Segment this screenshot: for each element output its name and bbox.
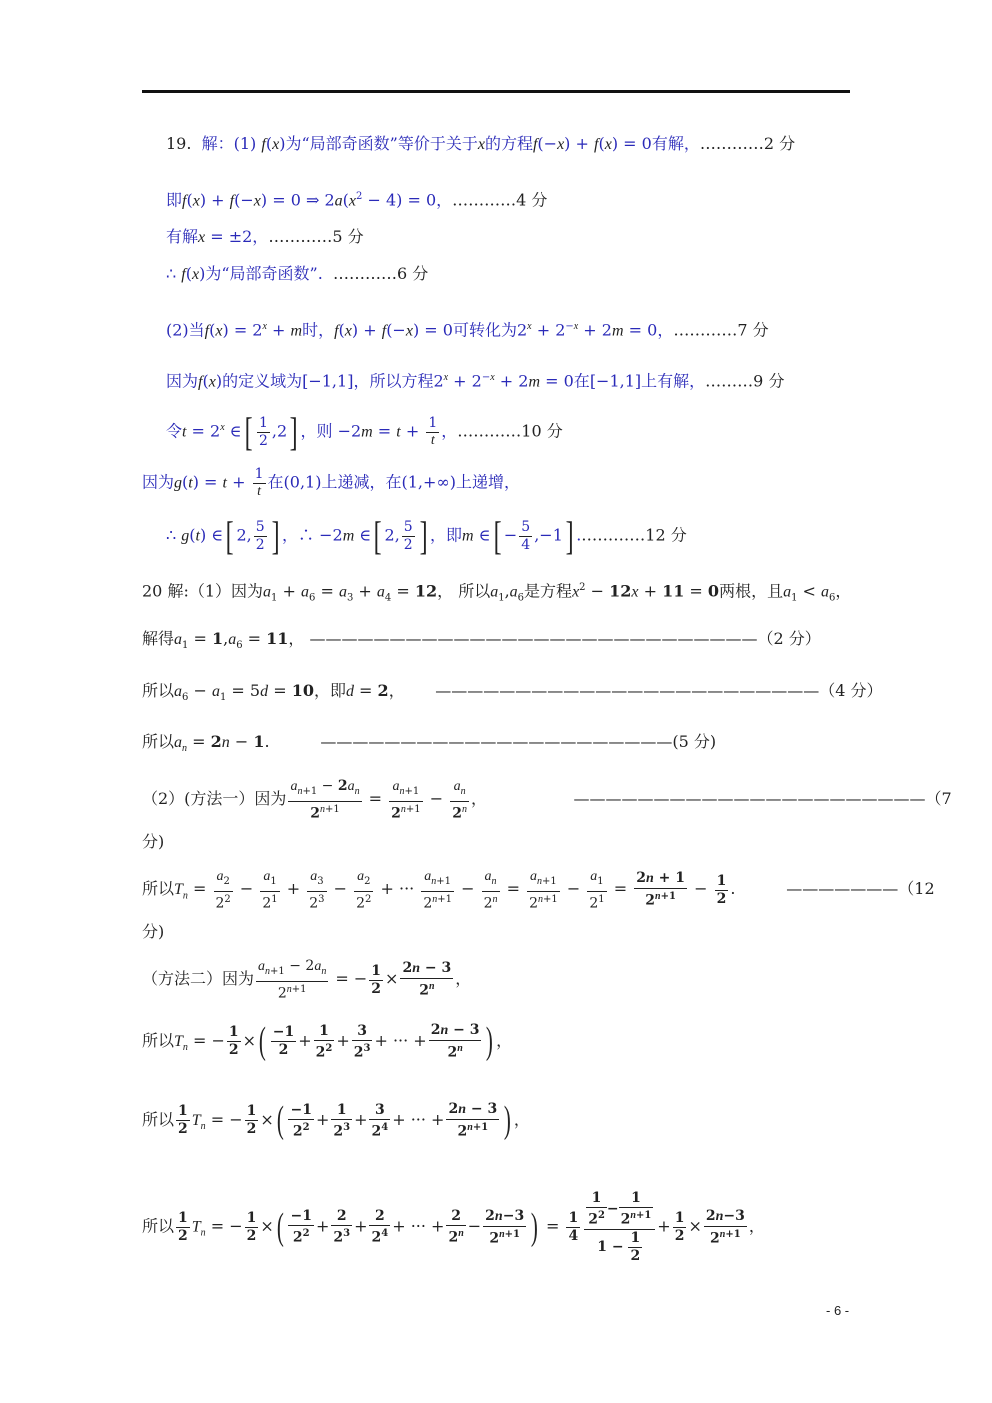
line-19-2: 即f(x) + f(−x) = 0 ⇒ $2a(x^2 - 4) = 0$，…………4 分 [166,190,548,210]
line-19-5: (2)当$f(x) = 2^x + m$时，f(x) + f(−x) = 0可转化为$2^x + 2^{-x} + 2m = 0$，…………7 分 [166,320,769,340]
line-19-3: 有解x = ±2，…………5 分 [166,227,364,246]
line-19-1: 19. 解：(1) f(x)为“局部奇函数”等价于关于x的方程f(−x) + f(x) = 0有解，…………2 分 [166,134,796,153]
line-20-4: 所以$a_n = 2n - 1$. ——————————————————————(5 分) [142,732,717,755]
line-20-8: 分) [142,922,165,941]
line-20-6: 分) [142,832,165,851]
line-20-3: 所以$a_6 - a_1 = 5d = 10$，即d = 2， ————————————————————————（4 分） [142,681,883,704]
line-20-9: （方法二）因为 $\frac{a_{n+1} - 2a_n}{2^{n+1}}$ = − $\frac{1}{2}$ × $\frac{2n - 3}{2^n}$ ， [142,958,472,1002]
line-19-6: 因为f(x)的定义域为[−1,1]，所以方程$2^x + 2^{-x} + 2m = 0$在[−1,1]上有解，………9 分 [166,371,785,391]
line-20-11: 所以 $\frac{1}{2}$ $T_n$ = − $\frac{1}{2}$ ×( $\frac{-1}{2^2}$ + $\frac{1}{2^3}$ + $\frac{3}{2^4}$ + ··· + $\frac{2n - 3}{2^{n+1}}$ ) ， [142,1099,530,1142]
header-rule [142,90,850,93]
line-20-2: 解得$a_1 = 1,a_6 = 11$， ————————————————————————————（2 分） [142,629,821,652]
line-19-8: 因为g(t) = t + $\frac{1}{t}$ 在(0,1)上递减，在(1,+∞)上递增， [142,466,520,499]
line-20-5: （2）(方法一）因为 $\frac{a_{n+1} - 2a_n}{2^{n+1}}$ = $\frac{a_{n+1}}{2^{n+1}}$ − $\frac{a_n}{2^n}$ ， ——————————————————————（7 [142,778,952,822]
page-number: - 6 - [826,1303,850,1318]
line-19-9: ∴ g(t) ∈[ 2, $\frac{5}{2}$ ] ，∴ −2m ∈[ 2, $\frac{5}{2}$ ] ，即m ∈[ − $\frac{5}{4}$ ,−1] .…………12 分 [166,513,687,558]
line-19-7: 令$t = 2^x$ ∈[ $\frac{1}{2}$ ,2] ，则 −2m = t + $\frac{1}{t}$ ，…………10 分 [166,409,563,454]
line-20-7: 所以$T_n$ = $\frac{a_2}{2^2}$ − $\frac{a_1}{2^1}$ + $\frac{a_3}{2^3}$ − $\frac{a_2}{2^2}$ + ··· $\frac{a_{n+1}}{2^{n+1}}$ − $\frac{a_n}{2^n}$ = $\frac{a_{n+1}}{2^{n+1}}$ − $\frac{a_1}{2^1}$ = $\frac{2n + 1}{2^{n+1}}$ − $\frac{1}{2}$ . ———————（12 [142,869,935,912]
line-20-1: 20 解:（1）因为$a_1 + a_6 = a_3 + a_4 = 12$， 所以$a_1,a_6$是方程$x^2 - 12x + 11 = 0$两根，且$a_1 < a_6$， [142,581,852,604]
line-20-12: 所以 $\frac{1}{2}$ $T_n$ = − $\frac{1}{2}$ ×( $\frac{-1}{2^2}$ + $\frac{2}{2^3}$ + $\frac{2}{2^4}$ + ··· + $\frac{2}{2^n}$ − $\frac{2n-3}{2^{n+1}}$ ) = $\frac{1}{4}$ $\frac{1}{2^2}$ − $\frac{1}{2^{n+1}}$ 1 − $\frac{1}{2}$ + $\frac{1}{2}$ × $\frac{2n-3}{2^{n+1}}$ ， [142,1190,765,1264]
line-20-10: 所以$T_n$ = − $\frac{1}{2}$ ×( $\frac{-1}{2}$ + $\frac{1}{2^2}$ + $\frac{3}{2^3}$ + ··· + $\frac{2n - 3}{2^n}$ ) ， [142,1020,513,1063]
line-19-4: ∴ f(x)为“局部奇函数”. …………6 分 [166,264,429,283]
